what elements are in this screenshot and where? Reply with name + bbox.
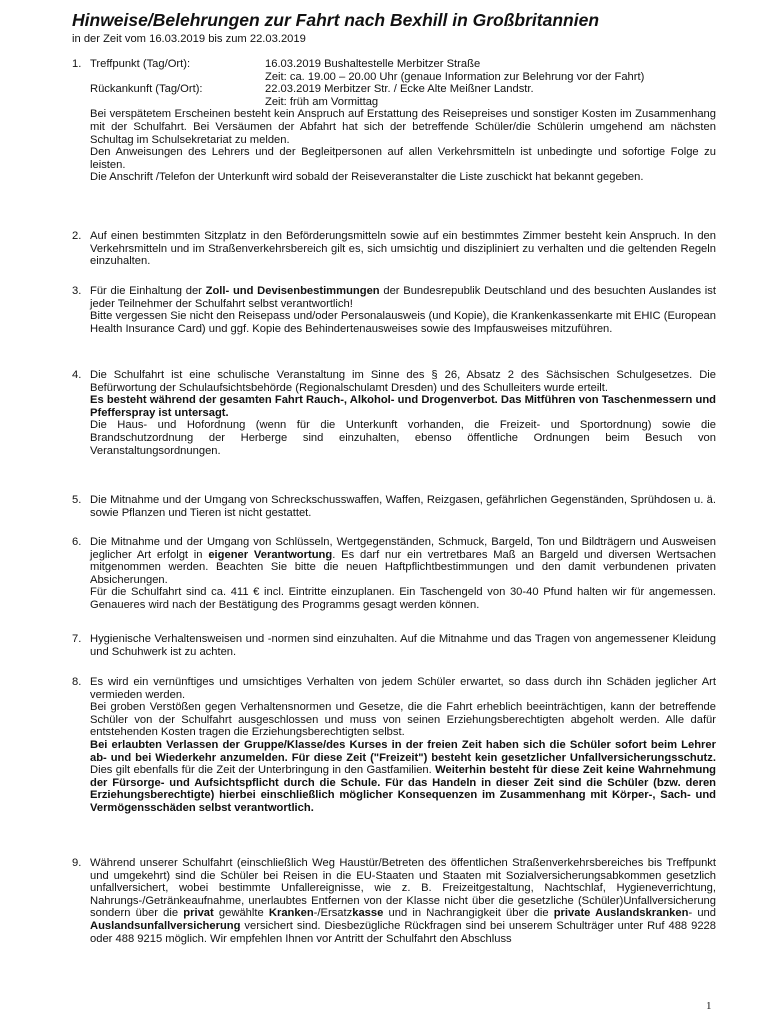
- document-title: Hinweise/Belehrungen zur Fahrt nach Bexhill in Großbritannien: [72, 10, 600, 30]
- paragraph: Für die Schulfahrt sind ca. 411 € incl. Eintritte einzuplanen. Ein Taschengeld von 30-40 Pfund halten wir für angemessen. Genaueres wird nach der Bestätigung des Programms gesagt werden können.: [90, 586, 716, 611]
- bold-text-run: privat: [183, 907, 214, 920]
- paragraph: Die Haus- und Hofordnung (wenn für die Unterkunft vorhanden, die Freizeit- und Sportordnung) sowie die Brandschutzordnung der Herberge sind einzuhalten, ebenso öffentliche Ordnungen beim Besuch von Veranstaltungsordnungen.: [90, 419, 716, 457]
- text-run: Dies gilt ebenfalls für die Zeit der Unterbringung in den Gastfamilien.: [90, 764, 436, 777]
- page-number: 1: [706, 1000, 712, 1012]
- section-8: [72, 676, 716, 815]
- text-run: versichert sind. Diesbezügliche Rückfragen sind bei unserem Schulträger unter Ruf 488 9228 oder 488 9215 möglich. Wir empfehlen Ihnen vor Antritt der Schulfahrt den Abschluss: [90, 919, 716, 945]
- text-run: -/Ersatz: [313, 907, 353, 920]
- paragraph: Den Anweisungen des Lehrers und der Begleitpersonen auf allen Verkehrsmitteln ist unbedingte und sofortige Folge zu leisten.: [90, 146, 716, 171]
- section-body: [90, 230, 716, 268]
- section-number: 9.: [72, 857, 82, 869]
- paragraph-bold: [90, 394, 716, 419]
- section-5: [72, 494, 716, 519]
- meeting-point-label: Treffpunkt (Tag/Ort):: [90, 58, 191, 70]
- paragraph: Auf einen bestimmten Sitzplatz in den Beförderungsmitteln sowie auf ein bestimmtes Zimmer besteht kein Anspruch. In den Verkehrsmitteln und im Straßenverkehrsbereich gilt es, sich umsichtig und diszipliniert zu verhalten und die geltenden Regeln einzuhalten.: [90, 230, 716, 268]
- paragraph: Es wird ein vernünftiges und umsichtiges Verhalten von jedem Schüler erwartet, so dass durch ihn Schäden jeglicher Art vermieden werden.: [90, 676, 716, 701]
- section-body: [90, 285, 716, 335]
- return-row: [90, 83, 716, 96]
- section-6: [72, 536, 716, 612]
- bold-text-run: Bei erlaubten Verlassen der Gruppe/Klasse/des Kurses in der freien Zeit haben sich die Schüler sofort beim Lehrer ab- und bei Wiederkehr anzumelden. Für diese Zeit ("Freizeit") besteht kein gesetzlicher Unfallversicherungsschutz.: [90, 738, 716, 764]
- meeting-time: Zeit: ca. 19.00 – 20.00 Uhr (genaue Information zur Belehrung vor der Fahrt): [265, 70, 645, 83]
- text-run: gewählte: [213, 907, 269, 920]
- section-number: 1.: [72, 58, 82, 70]
- bold-text-run: Auslandsunfallversicherung: [90, 919, 241, 932]
- section-number: 8.: [72, 676, 82, 688]
- section-number: 4.: [72, 369, 82, 381]
- section-2: [72, 230, 716, 268]
- paragraph: Bei groben Verstößen gegen Verhaltensnormen und Gesetze, die die Fahrt erheblich beeinträchtigen, kann der betreffende Schüler von der Schulfahrt ausgeschlossen und muss von seinen Erziehungsberechtigten abgeholt werden. Alle dafür entstehenden Kosten tragen die Erziehungsberechtigten selbst.: [90, 701, 716, 739]
- section-9: [72, 857, 716, 945]
- section-4: [72, 369, 716, 457]
- bold-text-run: Zoll- und Devisenbestimmungen: [205, 285, 380, 297]
- meeting-point-value: 16.03.2019 Bushaltestelle Merbitzer Straße: [265, 58, 481, 70]
- section-number: 3.: [72, 285, 82, 297]
- bold-text-run: Kranken: [268, 907, 314, 920]
- paragraph: [90, 536, 716, 586]
- meeting-point-row: [90, 58, 716, 71]
- text-run: Während unserer Schulfahrt (einschließlich Weg Haustür/Betreten des öffentlichen Straßenverkehrsbereiches bis Treffpunkt und umgekehrt) sind die Schüler bei Reisen in die EU-Staaten und Staaten mit Sozialversicherungsabkommen gesetzlich unfallversichert, wobei bestimmte Unfallereignisse, wie z. B. Freizeitgestaltung, Nachtschlaf, Hygieneverrichtung, Nahrungs-/Getränkeaufnahme, unerlaubtes Entfernen von der Klasse nicht über die gesetzliche (Schüler)Unfallversicherung sondern über die: [90, 857, 716, 920]
- text-run: der Bundesrepublik Deutschland und des besuchten Auslandes ist jeder Teilnehmer der Schulfahrt selbst verantwortlich!: [90, 285, 716, 310]
- section-7: [72, 633, 716, 658]
- paragraph: [90, 857, 716, 945]
- section-body: [90, 633, 716, 658]
- return-value: 22.03.2019 Merbitzer Str. / Ecke Alte Meißner Landstr.: [265, 83, 534, 96]
- paragraph: Bitte vergessen Sie nicht den Reisepass und/oder Personalausweis (und Kopie), die Krankenkassenkarte mit EHIC (European Health Insurance Card) und ggf. Kopie des Behindertenausweises sowie des Impfausweises mitzuführen.: [90, 310, 716, 335]
- return-label: Rückankunft (Tag/Ort):: [90, 83, 203, 96]
- paragraph: Die Anschrift /Telefon der Unterkunft wird sobald der Reiseveranstalter die Liste zuschickt hat bekannt gegeben.: [90, 171, 644, 184]
- section-number: 6.: [72, 536, 82, 548]
- text-run: Die Mitnahme und der Umgang von Schlüsseln, Wertgegenständen, Schmuck, Bargeld, Ton und Bildträgern und Ausweisen jeglicher Art erfolgt in: [90, 536, 716, 561]
- paragraph: [90, 739, 716, 815]
- document-subtitle: in der Zeit vom 16.03.2019 bis zum 22.03.2019: [72, 33, 306, 45]
- paragraph: Die Schulfahrt ist eine schulische Veranstaltung im Sinne des § 26, Absatz 2 des Sächsischen Schulgesetzes. Die Befürwortung der Schulaufsichtsbehörde (Regionalschulamt Dresden) und des Schulleiters wurde erteilt.: [90, 369, 716, 394]
- section-body: [90, 536, 716, 612]
- section-number: 7.: [72, 633, 82, 645]
- section-number: 5.: [72, 494, 82, 506]
- text-run: und in Nachrangigkeit über die: [383, 907, 554, 920]
- section-body: [90, 58, 716, 184]
- bold-text-run: Weiterhin besteht für diese Zeit keine Wahrnehmung der Fürsorge- und Aufsichtspflicht durch die Schule. Für das Handeln in dieser Zeit sind die Schüler (bzw. deren Erziehungsberechtigte) hierbei einschließlich möglicher Konsequenzen im Zusammenhang mit Körper-, Sach- und Vermögensschäden selbst verantwortlich.: [90, 764, 716, 814]
- bold-text-run: private Auslandskranken: [553, 907, 689, 920]
- section-number: 2.: [72, 230, 82, 242]
- section-body: [90, 857, 716, 945]
- paragraph: Hygienische Verhaltensweisen und -normen sind einzuhalten. Auf die Mitnahme und das Tragen von angemessener Kleidung und Schuhwerk ist zu achten.: [90, 633, 716, 658]
- text-run: Für die Einhaltung der: [90, 285, 206, 297]
- text-run: - und: [688, 907, 717, 920]
- return-time: Zeit: früh am Vormittag: [265, 95, 379, 108]
- section-body: [90, 369, 716, 457]
- paragraph: [90, 285, 716, 310]
- section-body: [90, 494, 716, 519]
- paragraph: Die Mitnahme und der Umgang von Schreckschusswaffen, Waffen, Reizgasen, gefährlichen Gegenständen, Sprühdosen u. ä. sowie Pflanzen und Tieren ist nicht gestattet.: [90, 494, 716, 519]
- bold-text-run: Es besteht während der gesamten Fahrt Rauch-, Alkohol- und Drogenverbot. Das Mitführen von Taschenmessern und Pfefferspray ist untersagt.: [90, 394, 716, 419]
- section-3: [72, 285, 716, 335]
- bold-text-run: eigener Verantwortung: [208, 548, 333, 561]
- section-1: [72, 58, 716, 184]
- bold-text-run: kasse: [352, 907, 384, 920]
- section-body: [90, 676, 716, 815]
- paragraph: Bei verspätetem Erscheinen besteht kein Anspruch auf Erstattung des Reisepreises und sonstiger Kosten im Zusammenhang mit der Schulfahrt. Bei Versäumen der Abfahrt hat sich der betreffende Schüler/die Schülerin umgehend am nächsten Schultag im Schulsekretariat zu melden.: [90, 108, 716, 146]
- text-run: . Es darf nur ein vertretbares Maß an Bargeld und diversen Wertsachen mitgenommen werden. Beachten Sie bitte die neuen Haftpflichtbestimmungen und den damit verbundenen privaten Absicherungen.: [90, 548, 716, 586]
